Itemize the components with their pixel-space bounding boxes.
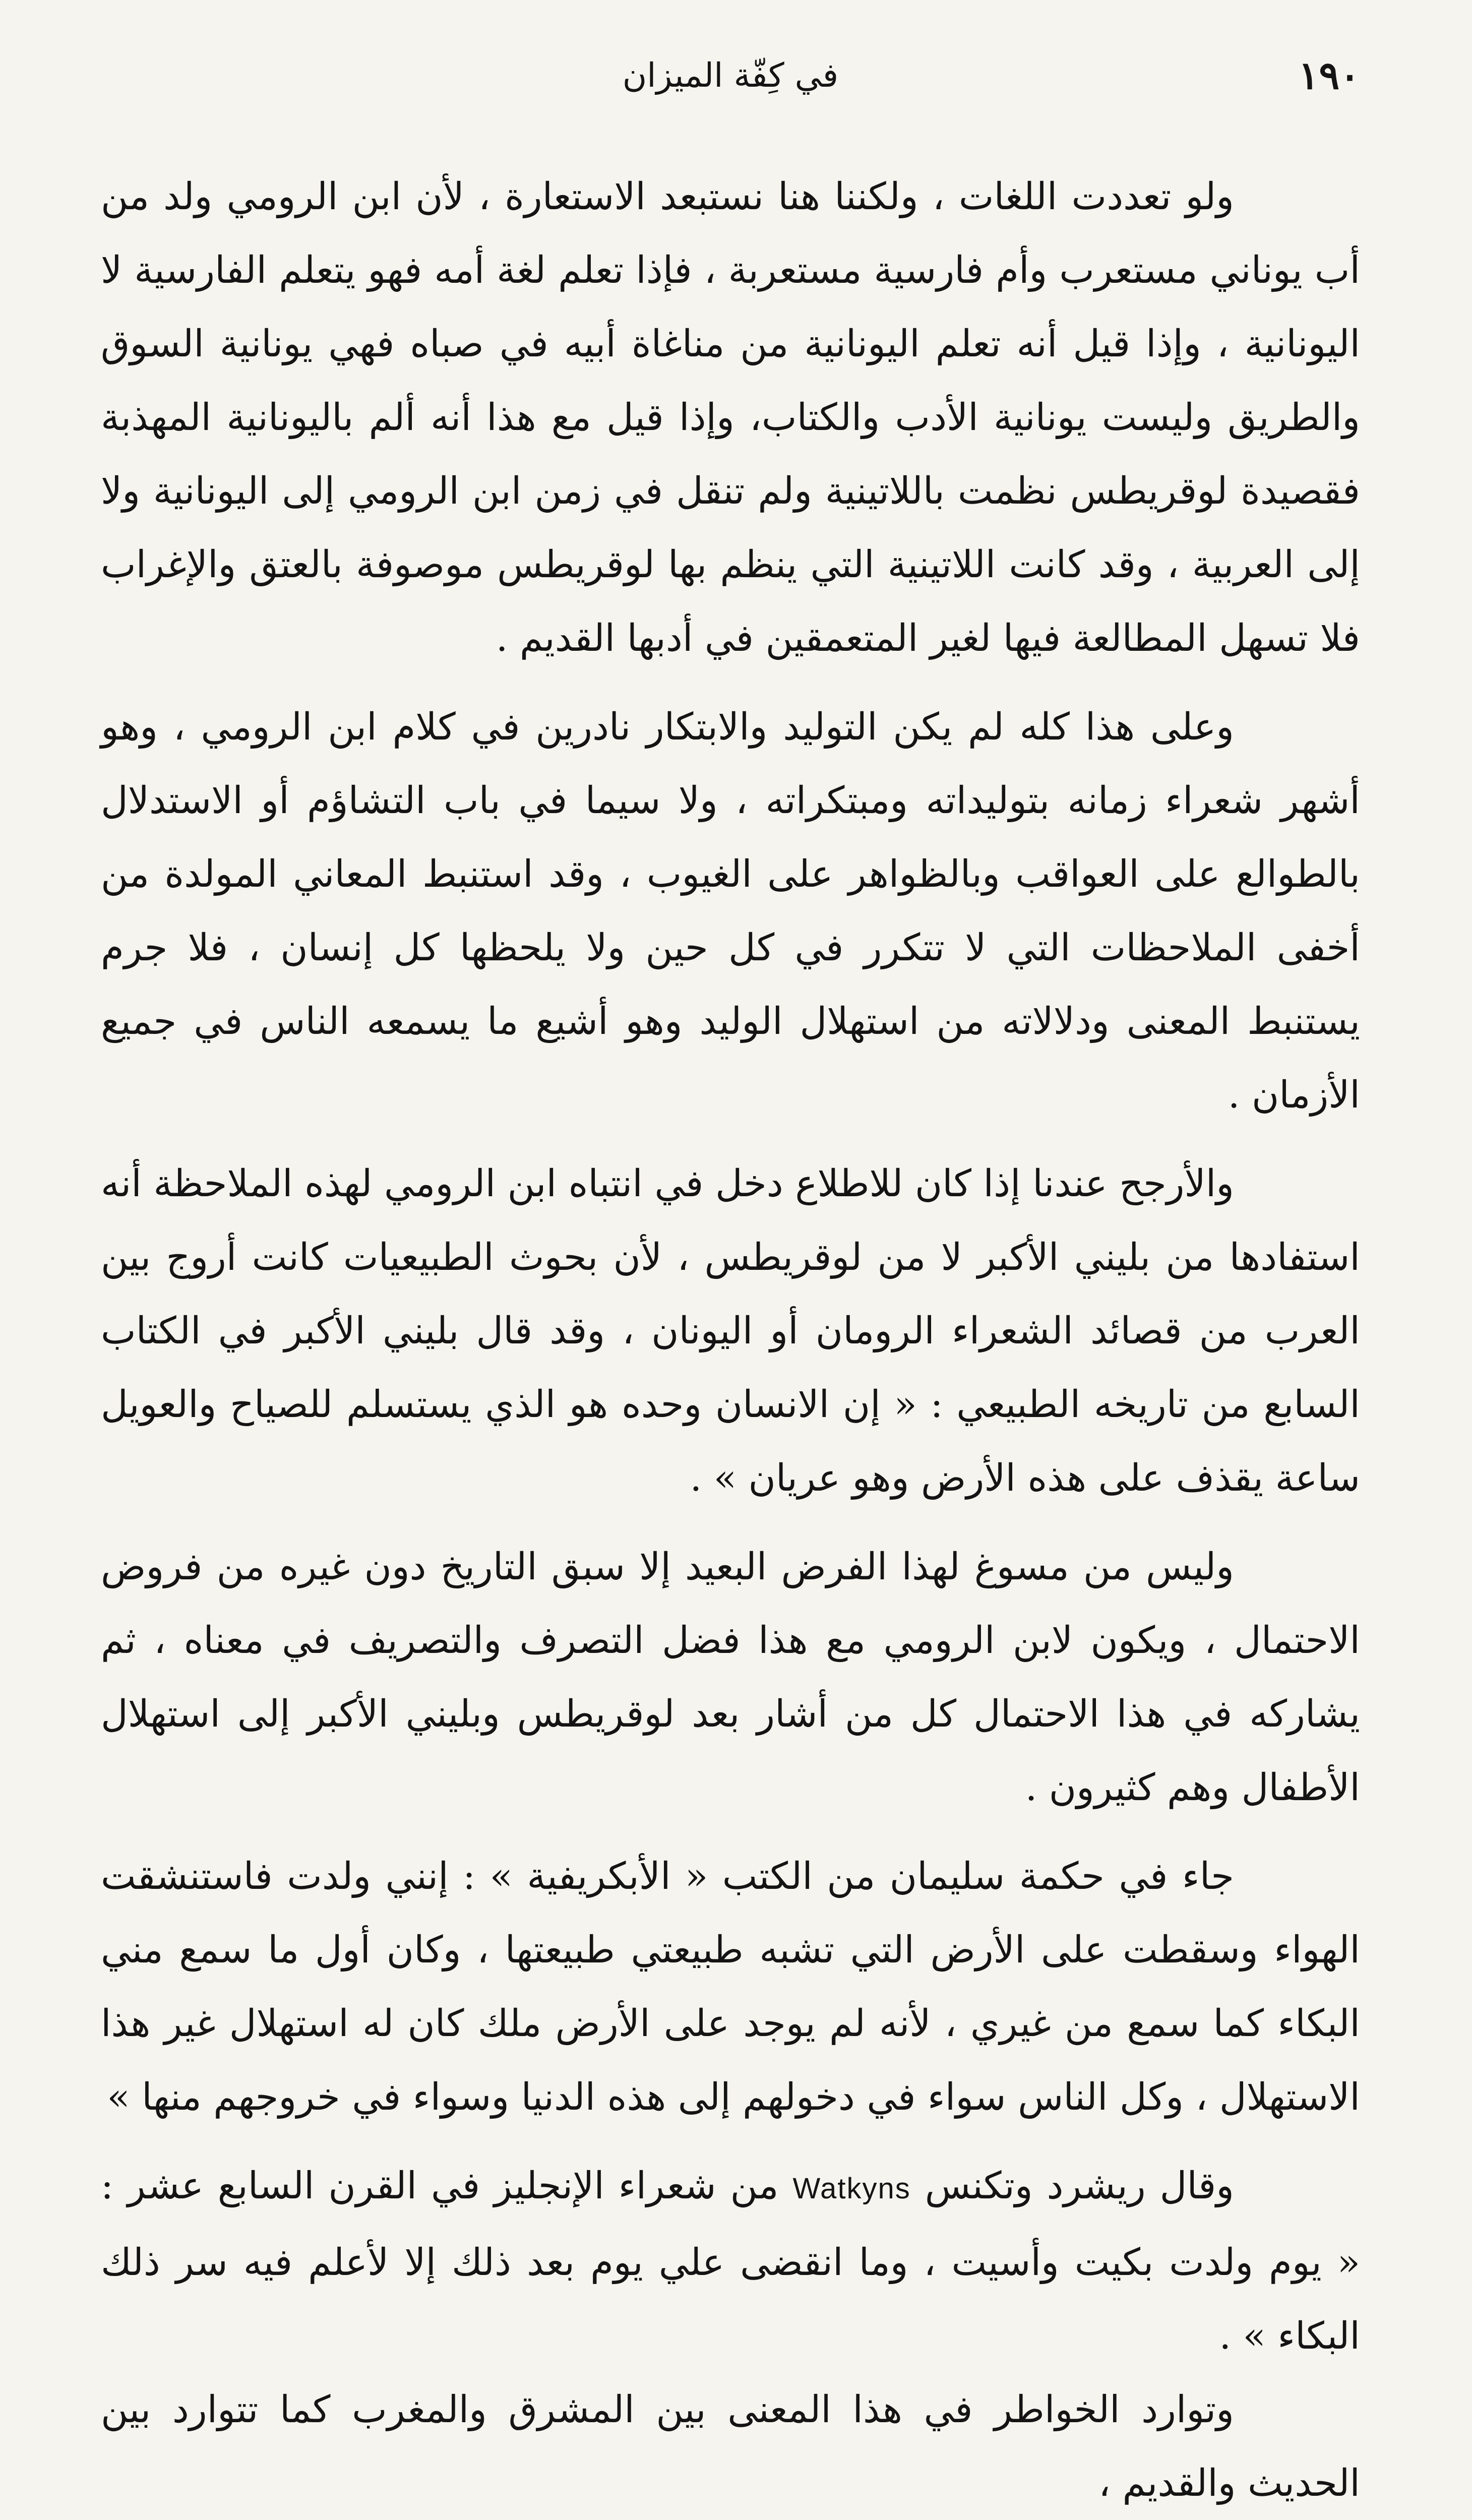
page-number: ١٩٠ xyxy=(1298,53,1360,98)
paragraph-1: ولو تعددت اللغات ، ولكننا هنا نستبعد الاستعارة ، لأن ابن الرومي ولد من أب يوناني مستعرب وأم فارسية مستعربة ، فإذا تعلم لغة أمه فهو يتعلم الفارسية لا اليونانية ، وإذا قيل أنه تعلم اليونانية من مناغاة أبيه في صباه فهي يونانية السوق والطريق وليست يونانية الأدب والكتاب، وإذا قيل مع هذا أنه ألم باليونانية المهذبة فقصيدة لوقريطس نظمت باللاتينية ولم تنقل في زمن ابن الرومي إلى اليونانية ولا إلى العربية ، وقد كانت اللاتينية التي ينظم بها لوقريطس موصوفة بالعتق والإغراب فلا تسهل المطالعة فيها لغير المتعمقين في أدبها القديم . xyxy=(101,175,1360,660)
watkyns-quote: من شعراء الإنجليز في القرن السابع عشر : « يوم ولدت بكيت وأسيت ، وما انقضى علي يوم بعد ذلك إلا لأعلم فيه سر ذلك البكاء » . xyxy=(101,2164,1360,2358)
paragraph-2: وعلى هذا كله لم يكن التوليد والابتكار نادرين في كلام ابن الرومي ، وهو أشهر شعراء زمانه بتوليداته ومبتكراته ، ولا سيما في باب التشاؤم أو الاستدلال بالطوالع على العواقب وبالظواهر على الغيوب ، وقد استنبط المعاني المولدة من أخفى الملاحظات التي لا تتكرر في كل حين ولا يلحظها كل إنسان ، فلا جرم يستنبط المعنى ودلالاته من استهلال الوليد وهو أشيع ما يسمعه الناس في جميع الأزمان . xyxy=(101,705,1360,1117)
paragraph-5: جاء في حكمة سليمان من الكتب « الأبكريفية » : إنني ولدت فاستنشقت الهواء وسقطت على الأرض التي تشبه طبيعتي طبيعتها ، وكان أول ما سمع مني البكاء كما سمع من غيري ، لأنه لم يوجد على الأرض ملك كان له استهلال غير هذا الاستهلال ، وكل الناس سواء في دخولهم إلى هذه الدنيا وسواء في خروجهم منها » xyxy=(101,1855,1360,2119)
watkyns-intro: وقال ريشرد وتكنس xyxy=(925,2164,1235,2207)
running-head: في كِفّة الميزان xyxy=(622,56,839,95)
paragraph-3: والأرجح عندنا إذا كان للاطلاع دخل في انتباه ابن الرومي لهذه الملاحظة أنه استفادها من بليني الأكبر لا من لوقريطس ، لأن بحوث الطبيعيات كانت أروج بين العرب من قصائد الشعراء الرومان أو اليونان ، وقد قال بليني الأكبر في الكتاب السابع من تاريخه الطبيعي : « إن الانسان وحده هو الذي يستسلم للصياح والعويل ساعة يقذف على هذه الأرض وهو عريان » . xyxy=(101,1162,1360,1500)
latin-name-watkyns: Watkyns xyxy=(792,2172,911,2205)
paragraph-last-line: وتوارد الخواطر في هذا المعنى بين المشرق والمغرب كما تتوارد بين الحديث والقديم ، xyxy=(101,2388,1360,2505)
paragraph-4: وليس من مسوغ لهذا الفرض البعيد إلا سبق التاريخ دون غيره من فروض الاحتمال ، ويكون لابن الرومي مع هذا فضل التصرف والتصريف في معناه ، ثم يشاركه في هذا الاحتمال كل من أشار بعد لوقريطس وبليني الأكبر إلى استهلال الأطفال وهم كثيرون . xyxy=(101,1545,1360,1809)
paragraph-watkyns xyxy=(101,2149,1360,2373)
page-header xyxy=(101,53,1360,113)
